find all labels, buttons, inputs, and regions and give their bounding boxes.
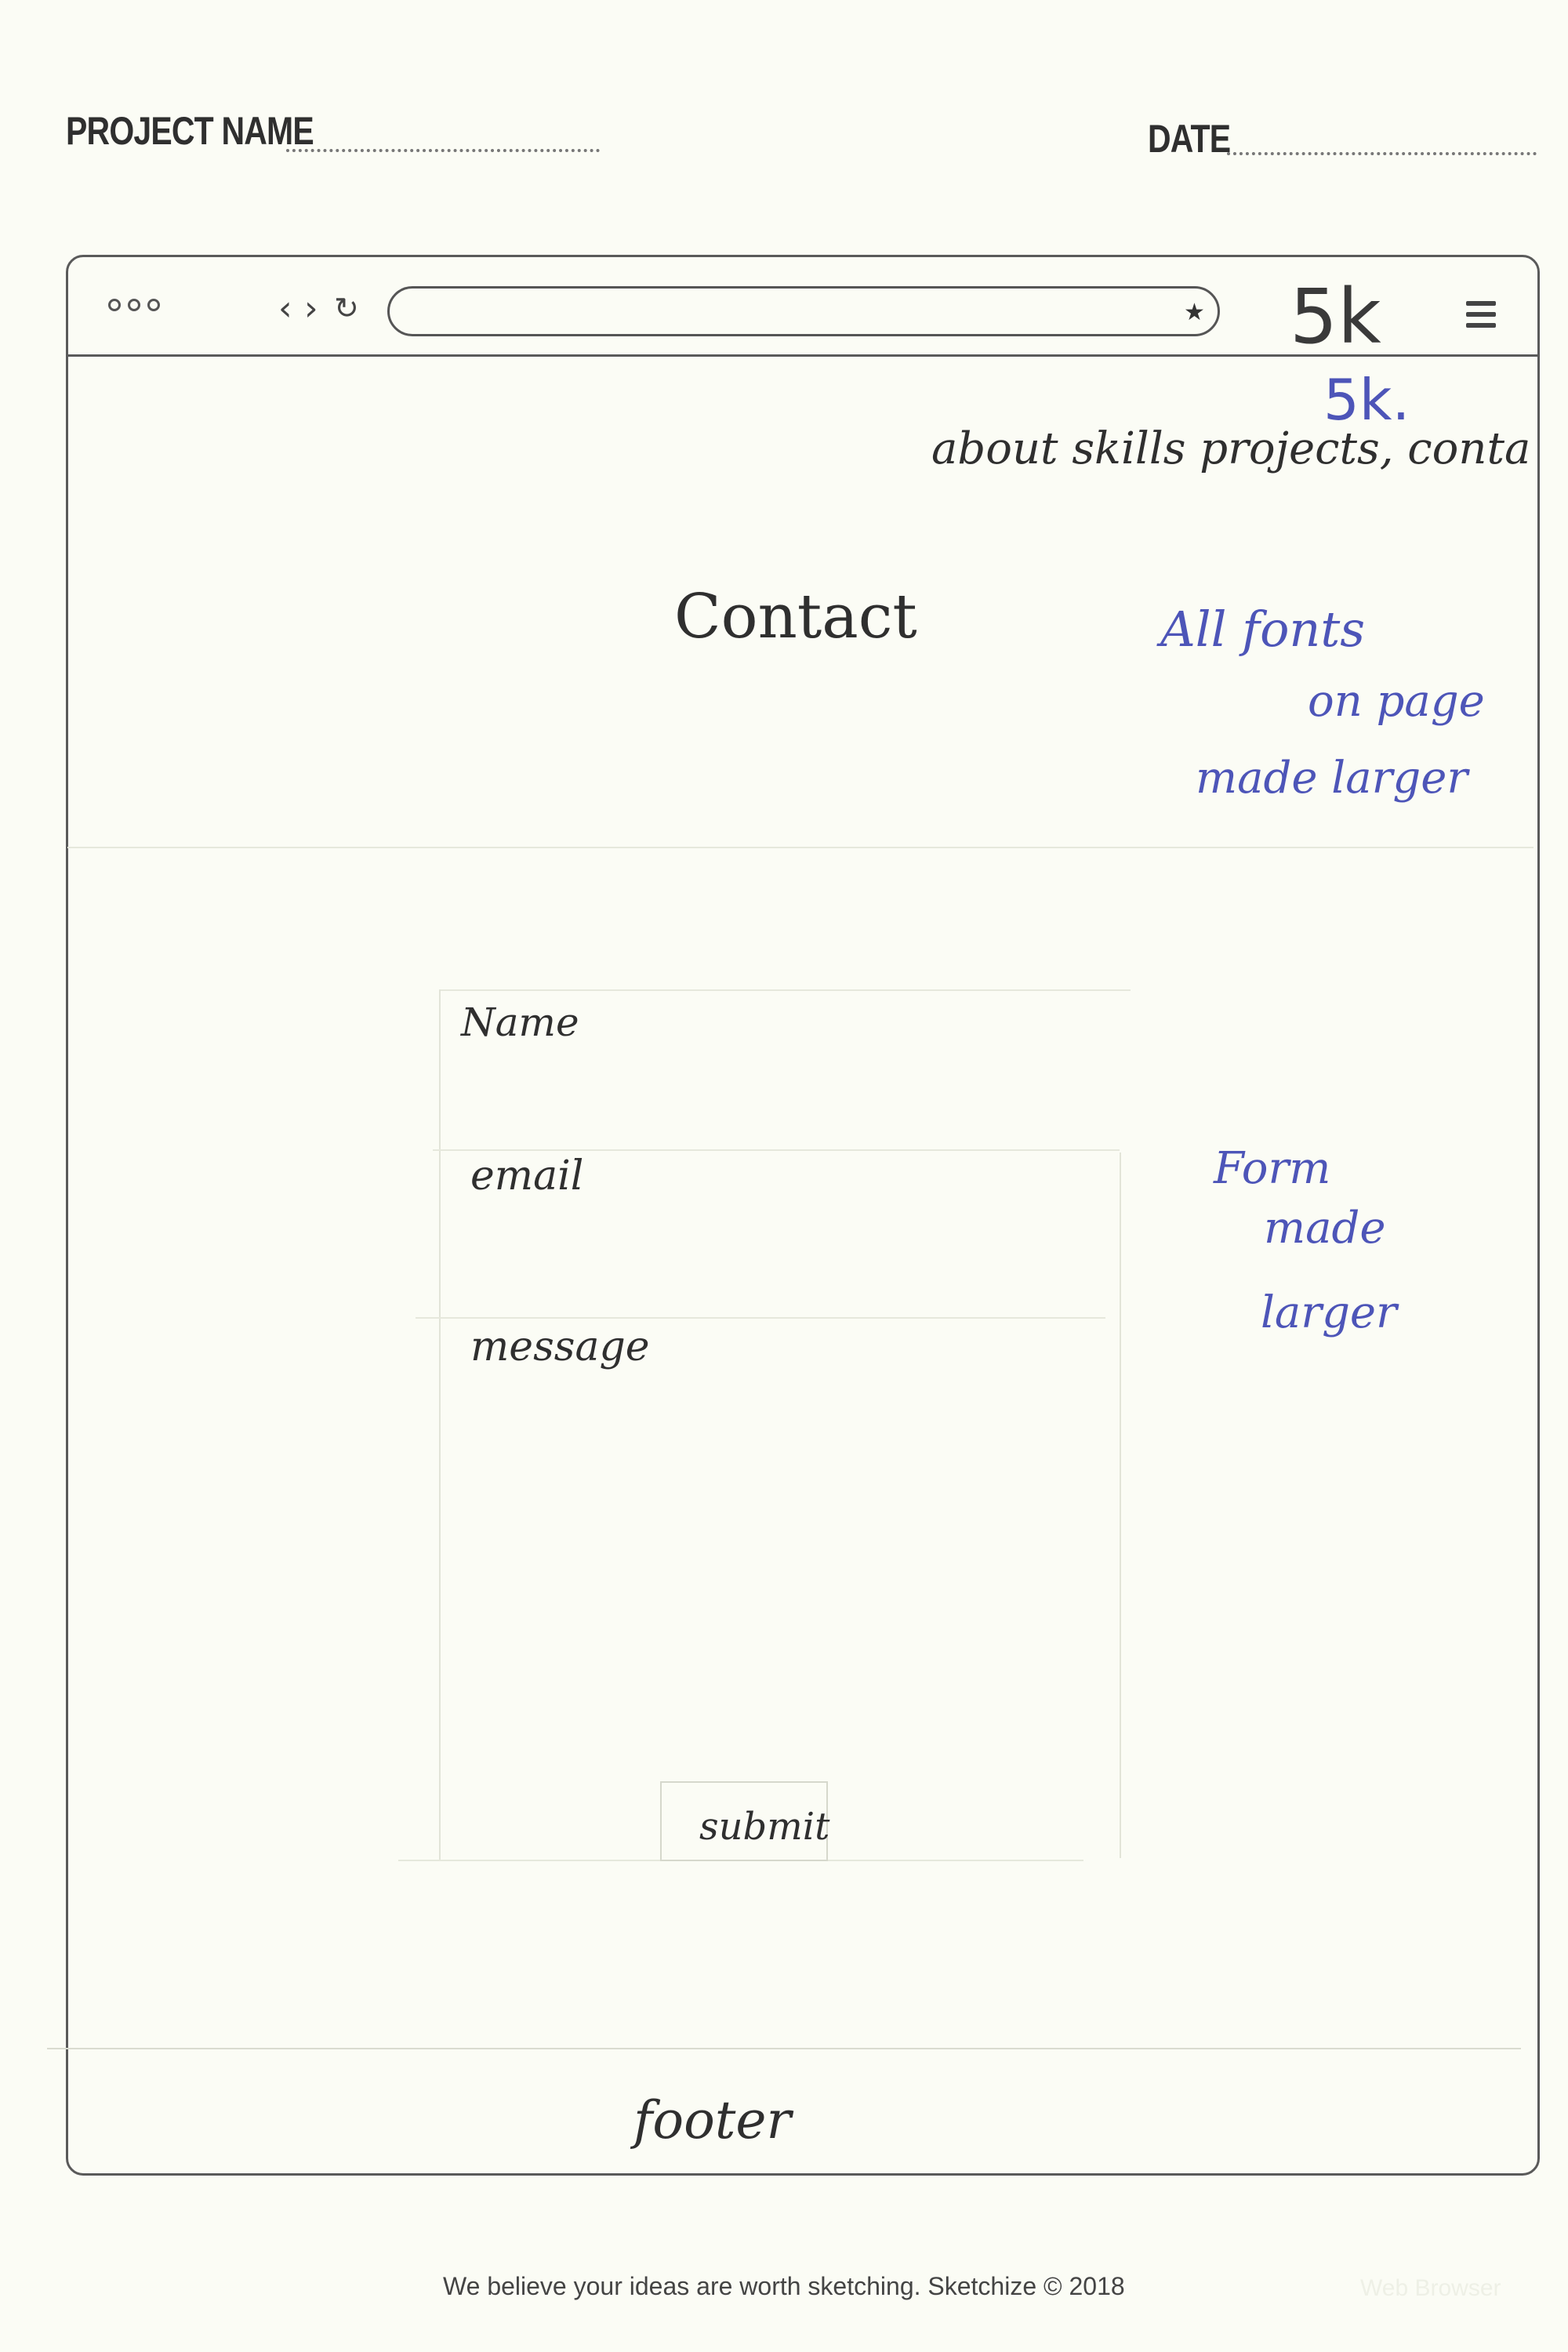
hamburger-icon[interactable] — [1466, 301, 1496, 334]
footer-label: footer — [633, 2090, 792, 2151]
address-bar[interactable] — [387, 286, 1220, 336]
footer-divider — [47, 2048, 1521, 2049]
email-field-label: email — [470, 1152, 584, 1200]
name-field-label: Name — [461, 1000, 579, 1045]
date-label: DATE — [1148, 117, 1231, 161]
brand-note: 5k. — [1323, 367, 1410, 433]
fonts-note-line-3: made larger — [1196, 753, 1468, 804]
window-dot-icon[interactable] — [147, 299, 160, 311]
form-note-line-2: made — [1264, 1203, 1386, 1254]
project-name-label: PROJECT NAME — [66, 109, 314, 153]
header-divider — [67, 847, 1534, 848]
window-dot-icon[interactable] — [108, 299, 121, 311]
fonts-note-line-2: on page — [1308, 676, 1485, 727]
nav-links-sketch[interactable]: about skills projects, conta — [931, 423, 1531, 474]
date-line — [1227, 152, 1537, 155]
back-icon[interactable]: ‹ — [278, 289, 292, 328]
page-heading: Contact — [674, 582, 917, 652]
email-input[interactable] — [433, 1151, 1120, 1308]
form-note-line-1: Form — [1214, 1143, 1331, 1194]
fonts-note-line-1: All fonts — [1160, 601, 1366, 658]
reload-icon[interactable]: ↻ — [334, 291, 359, 325]
sheet-watermark: Web Browser — [1360, 2275, 1501, 2301]
star-icon[interactable]: ★ — [1184, 299, 1205, 326]
sheet-credit: We believe your ideas are worth sketching. Sketchize © 2018 — [443, 2272, 1125, 2300]
message-field-label: message — [470, 1323, 650, 1370]
brand-logo[interactable]: 5k — [1290, 273, 1381, 361]
window-dot-icon[interactable] — [128, 299, 140, 311]
name-input[interactable] — [441, 991, 1120, 1148]
forward-icon[interactable]: › — [304, 289, 318, 328]
submit-button-label: submit — [699, 1805, 830, 1849]
project-name-line — [286, 149, 600, 152]
form-right-guide — [1120, 1152, 1121, 1858]
message-textarea[interactable] — [431, 1319, 1120, 1773]
form-note-line-3: larger — [1261, 1287, 1397, 1338]
